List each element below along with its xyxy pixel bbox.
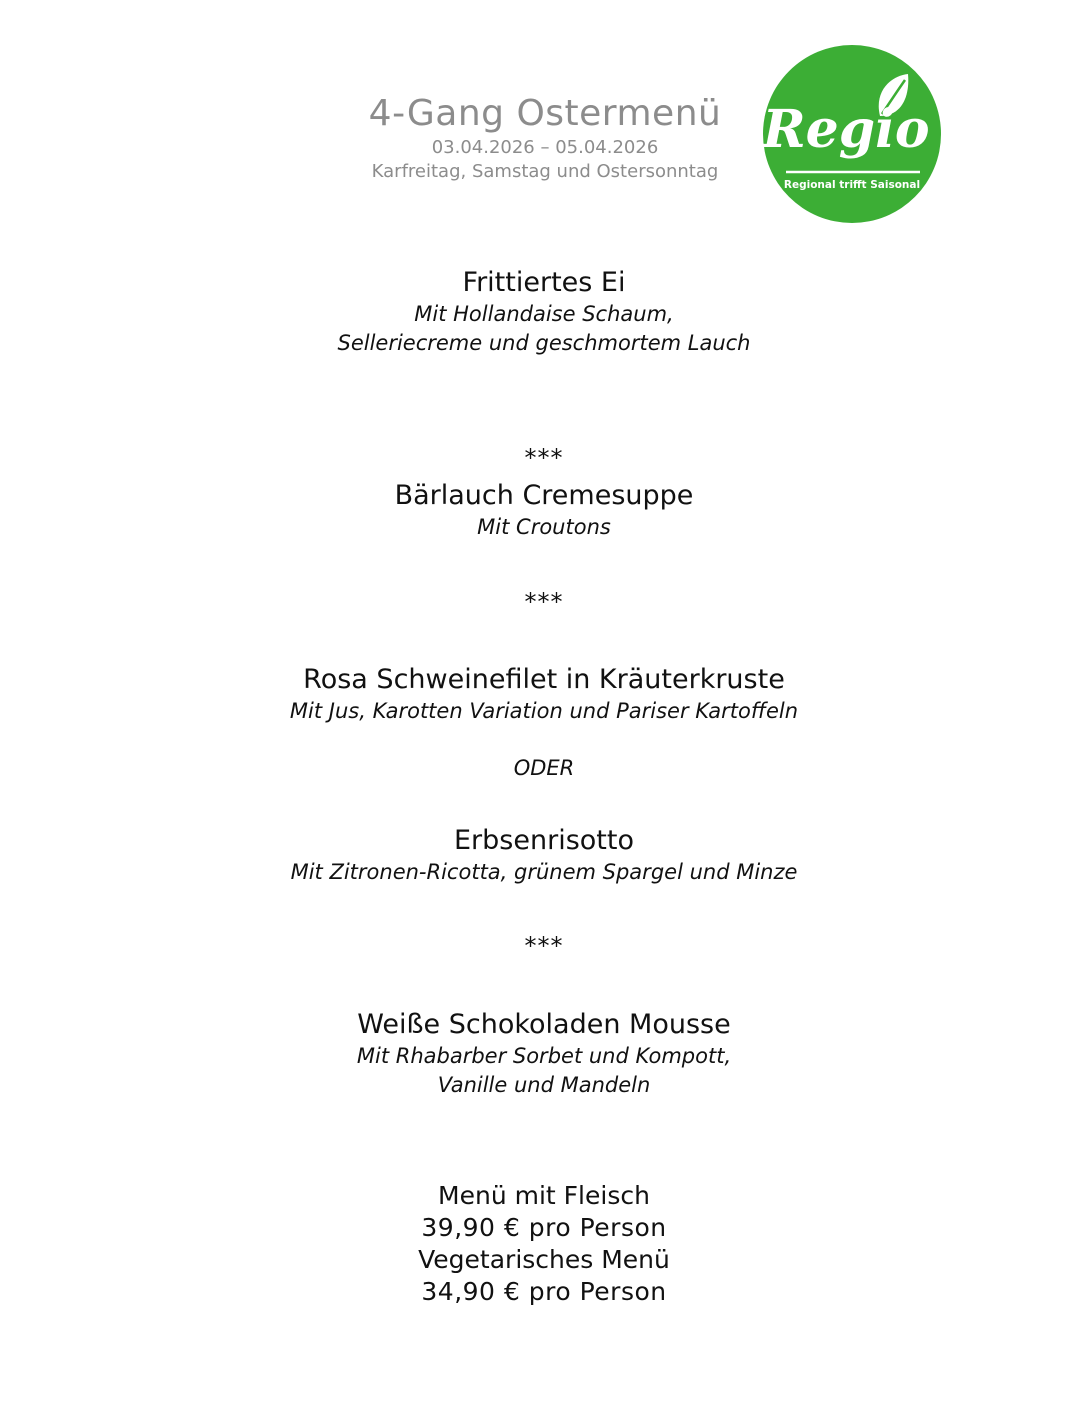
course-description-line: Selleriecreme und geschmortem Lauch [337, 331, 751, 355]
course-description-line: Mit Croutons [477, 515, 611, 539]
course-title: Erbsenrisotto [454, 825, 634, 856]
price-value-meat: 39,90 € pro Person [421, 1213, 667, 1242]
course-description-line: Mit Rhabarber Sorbet und Kompott, [356, 1044, 732, 1068]
course-separator: *** [524, 932, 564, 960]
course-description-line: Mit Hollandaise Schaum, [414, 302, 674, 326]
regio-logo [762, 44, 942, 224]
course-2 [0, 479, 1088, 542]
price-label-vegetarian: Vegetarisches Menü [418, 1245, 670, 1274]
course-title: Weiße Schokoladen Mousse [357, 1009, 731, 1040]
logo-wordmark: Regio [762, 99, 930, 160]
price-list [0, 1180, 1088, 1308]
course-5 [0, 1008, 1088, 1100]
course-description-line: Vanille und Mandeln [437, 1073, 651, 1097]
course-description-line: Mit Zitronen-Ricotta, grünem Spargel und Minze [290, 860, 798, 884]
course-3 [0, 663, 1088, 726]
course-title: Rosa Schweinefilet in Kräuterkruste [303, 664, 785, 695]
course-description-line: Mit Jus, Karotten Variation und Pariser Kartoffeln [289, 699, 799, 723]
course-separator: *** [524, 588, 564, 616]
course-separator: *** [524, 444, 564, 472]
course-title: Bärlauch Cremesuppe [394, 480, 694, 511]
price-value-vegetarian: 34,90 € pro Person [421, 1277, 667, 1306]
menu-title: 4-Gang Ostermenü [368, 93, 722, 134]
menu-days: Karfreitag, Samstag und Ostersonntag [371, 161, 719, 182]
course-title: Frittiertes Ei [462, 267, 626, 298]
menu-dates: 03.04.2026 – 05.04.2026 [431, 137, 659, 158]
logo-tagline: Regional trifft Saisonal [783, 179, 921, 191]
menu-header [330, 92, 760, 184]
or-text: ODER [513, 756, 575, 780]
course-4 [0, 824, 1088, 887]
price-label-meat: Menü mit Fleisch [438, 1181, 650, 1210]
course-1 [0, 266, 1088, 358]
